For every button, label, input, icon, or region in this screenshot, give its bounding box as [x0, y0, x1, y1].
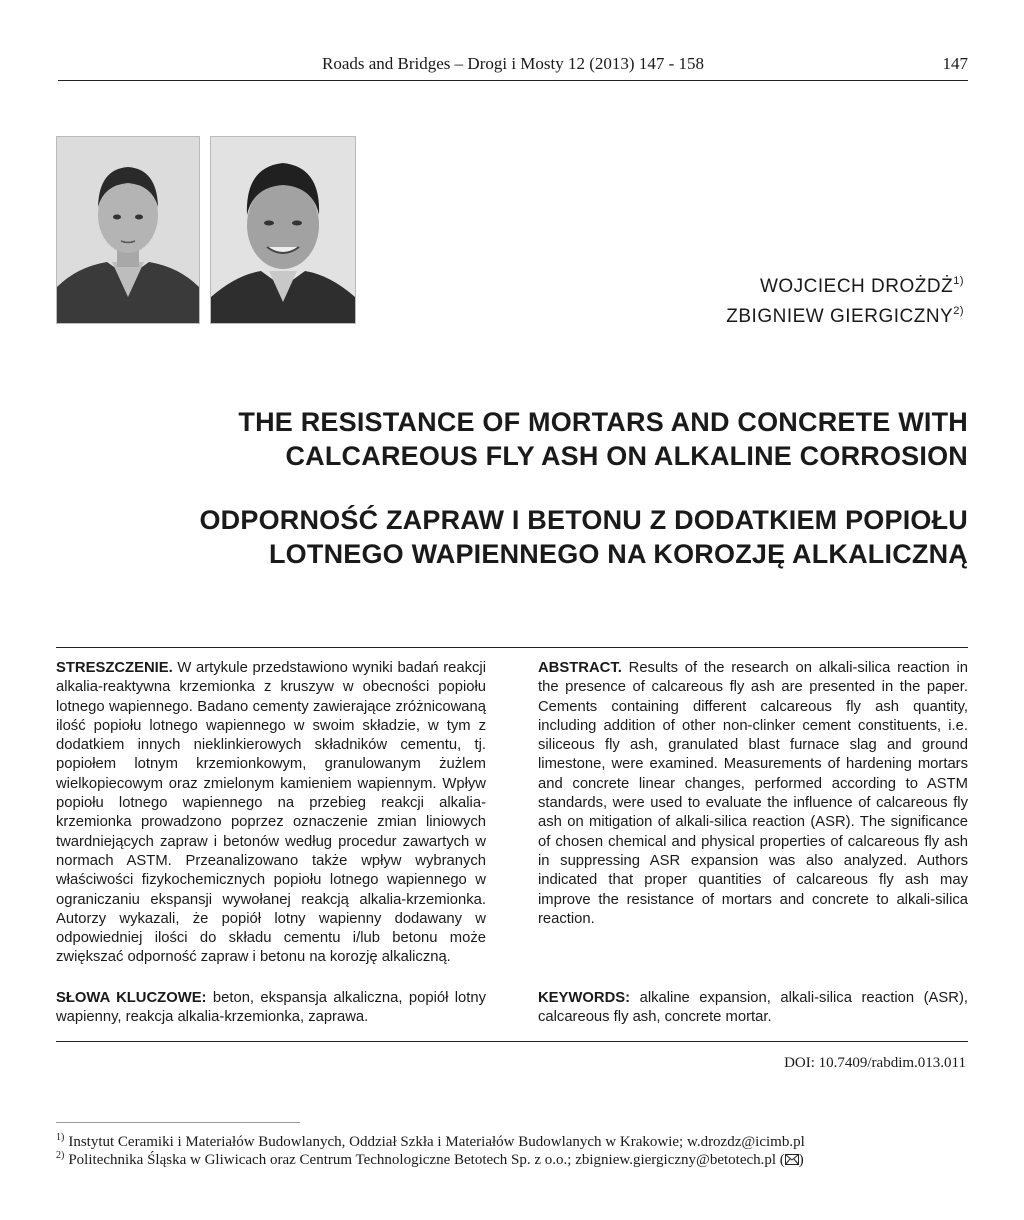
streszczenie-text: W artykule przedstawiono wyniki badań reakcji alkalia-reaktywna krzemionka z kruszyw w obecności popiołu lotnego wapiennego. Badano cementy zawierające zróżnicowaną ilość popiołu lotnego wapiennego w swoim składzie, w tym z dodatkiem innych nieklinkierowych składników cementu, tj. popiołem lotnym krzemionkowym, granulowanym żużlem wielkopiecowym oraz zmielonym kamieniem wapiennym. Wpływ popiołu lotnego wapiennego na przebieg reakcji alkalia-krzemionka prowadzono poprzez oznaczenie zmian liniowych twardniejących zapraw i betonów według procedur zawartych w normach ASTM. Przeanalizowano także wpływ wybranych właściwości fizykochemicznych popiołu lotnego wapiennego w ograniczaniu ekspansji wywołanej reakcją alkalia-krzemionka. Autorzy wykazali, że popiół lotny wapienny dodawany w odpowiedniej ilości do składu cementu i/lub betonu może zwiększać odporność zapraw i betonu na korozję alkaliczną.	[56, 660, 486, 966]
keywords-polish-text: beton, ekspansja alkaliczna, popiół lotny wapienny, reakcja alkalia-krzemionka, zaprawa.	[56, 990, 486, 1026]
author-2: ZBIGNIEW GIERGICZNY$^{2)}$	[726, 305, 964, 327]
author-list	[726, 272, 964, 332]
keywords-polish	[56, 989, 486, 1028]
footnote-1: $^{1)}$ Instytut Ceramiki i Materiałów Budowlanych, Oddział Szkła i Materiałów Budowlanych w Krakowie; w.drozdz@icimb.pl	[56, 1132, 805, 1150]
divider-bottom	[56, 1041, 968, 1042]
keywords-english-text: alkaline expansion, alkali-silica reaction (ASR), calcareous fly ash, concrete mortar.	[538, 990, 968, 1026]
abstract-text: Results of the research on alkali-silica reaction in the presence of calcareous fly ash are presented in the paper. Cements containing different calcareous fly ash quantity, including addition of other non-clinker cement constituents, i.e. siliceous fly ash, granulated blast furnace slag and ground limestone, were examined. Measurements of hardening mortars and concrete linear changes, performed according to ASTM standards, were used to evaluate the influence of calcareous fly ash on mitigation of alkali-silica reaction (ASR). The significance of chosen chemical and physical properties of calcareous fly ash in suppressing ASR expansion was also analyzed. Authors indicated that proper quantities of calcareous fly ash may improve the resistance of mortars and concrete to alkali-silica reaction.	[538, 660, 968, 927]
keywords-english-label: KEYWORDS:	[538, 990, 631, 1006]
author-1: WOJCIECH DROŻDŻ$^{1)}$	[759, 275, 964, 297]
author-photo-2	[210, 136, 356, 324]
streszczenie-label: STRESZCZENIE.	[56, 660, 173, 676]
title-polish: ODPORNOŚĆ ZAPRAW I BETONU Z DODATKIEM POPIOŁU LOTNEGO WAPIENNEGO NA KOROZJĘ ALKALICZNĄ	[199, 505, 968, 569]
keywords-polish-label: SŁOWA KLUCZOWE:	[56, 990, 207, 1006]
page-number: 147	[942, 54, 968, 73]
author-photo-1	[56, 136, 200, 324]
doi: DOI: 10.7409/rabdim.013.011	[784, 1055, 966, 1071]
footnote-2: $^{2)}$ Politechnika Śląska w Gliwicach oraz Centrum Technologiczne Betotech Sp. z o.o.; zbigniew.giergiczny@betotech.pl ( )	[56, 1150, 804, 1168]
footnote-rule	[56, 1122, 300, 1123]
running-head	[58, 52, 968, 81]
keywords-english	[538, 989, 968, 1028]
title-english: THE RESISTANCE OF MORTARS AND CONCRETE WITH CALCAREOUS FLY ASH ON ALKALINE CORROSION	[238, 407, 968, 471]
abstract-label: ABSTRACT.	[538, 660, 622, 676]
divider-top	[56, 647, 968, 648]
streszczenie-section	[56, 659, 486, 968]
abstract-section	[538, 659, 968, 929]
envelope-icon	[785, 1152, 799, 1163]
journal-citation: Roads and Bridges – Drogi i Mosty 12 (2013) 147 - 158	[321, 54, 704, 73]
